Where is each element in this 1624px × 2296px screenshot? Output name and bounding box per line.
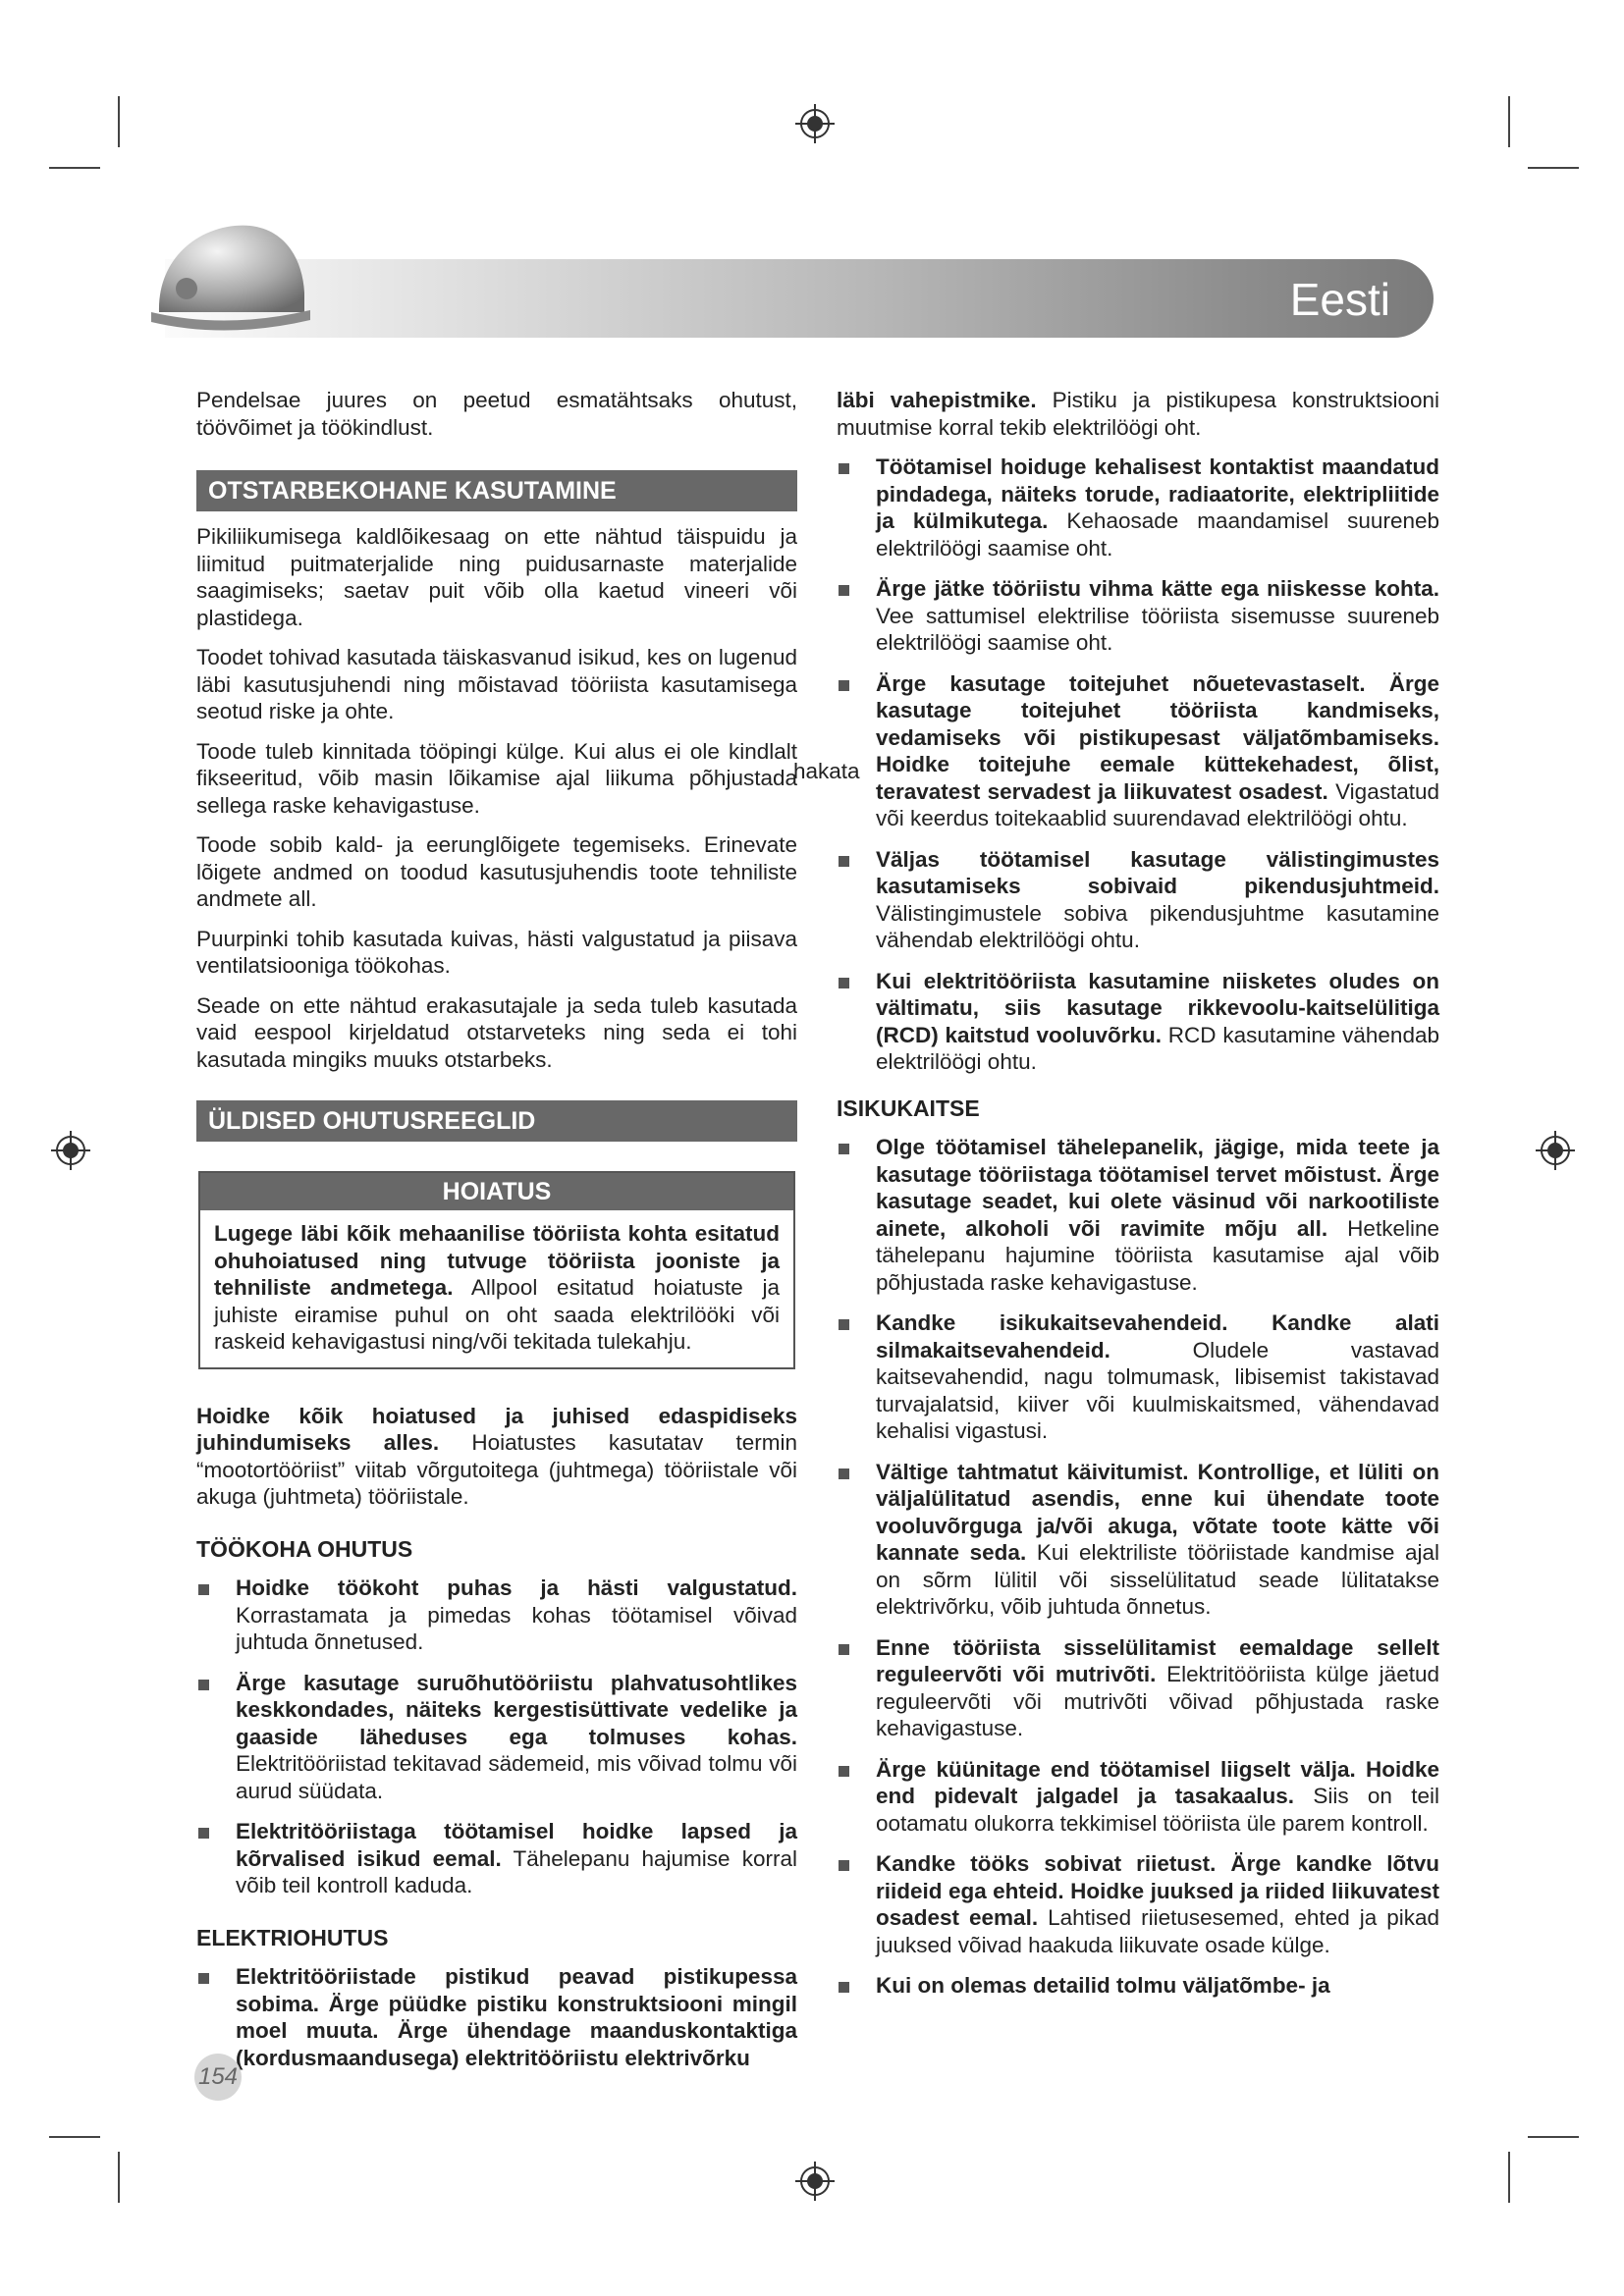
- electric-list: [196, 1963, 797, 2071]
- continued-text: [837, 387, 1439, 441]
- personal-list: [837, 1134, 1439, 2000]
- right-column: [837, 387, 1439, 2013]
- item-bold-text: Hoidke töökoht puhas ja hästi valgustatud.: [236, 1575, 797, 1600]
- item-bold-text: Elektritööriistaga töötamisel hoidke lapsed ja kõrvalised isikud eemal.: [236, 1819, 797, 1871]
- item-text: Hetkeline tähelepanu hajumine tööriista kasutamise ajal võib põhjustada raske kehavigastuse.: [876, 1215, 1439, 1295]
- registration-mark-icon: [793, 102, 837, 145]
- list-item: [837, 1634, 1439, 1742]
- bullet-icon: [839, 1319, 849, 1330]
- crop-mark: [1528, 2136, 1579, 2138]
- list-item: [837, 846, 1439, 954]
- item-bold-text: Ärge kasutage suruõhutööriistu plahvatusohtlikes keskkondades, näiteks kergestisüttivate vedelike ja gaaside läheduses ega tolmuses kohas.: [236, 1670, 797, 1749]
- item-bold-text: Väljas töötamisel kasutage välistingimustes kasutamiseks sobivaid pikendusjuhtmeid.: [876, 846, 1439, 898]
- continued-bold-text: läbi vahepistmike.: [837, 388, 1037, 412]
- bullet-icon: [198, 1584, 209, 1595]
- bullet-icon: [839, 1982, 849, 1993]
- registration-mark-icon: [49, 1129, 92, 1172]
- bullet-icon: [839, 978, 849, 988]
- bullet-icon: [839, 1860, 849, 1871]
- bullet-icon: [839, 1468, 849, 1479]
- keep-text: Hoiatustes kasutatav termin “mootortööriist” viitab võrgutoitega (juhtmega) tööriistale või akuga (juhtmeta) tööriistale.: [196, 1430, 797, 1509]
- paragraph: Seade on ette nähtud erakasutajale ja seda tuleb kasutada vaid eespool kirjeldatud otstarveteks ning seda ei tohi kasutada mingiks muuks otstarbeks.: [196, 992, 797, 1072]
- item-text: Vigastatud või keerdus toitekaablid suurendavad elektrilöögi ohtu.: [876, 778, 1440, 830]
- item-bold-text: Vältige tahtmatut käivitumist. Kontrollige, et lüliti on väljalülitatud asendis, enne kui ühendate toote vooluvõrguga ja/või akuga, võtate toote kätte või kannate seda.: [876, 1459, 1439, 1565]
- list-item: [837, 1850, 1439, 1958]
- crop-mark: [1528, 167, 1579, 169]
- intro-text: Pendelsae juures on peetud esmatähtsaks ohutust, töövõimet ja töökindlust.: [196, 388, 797, 440]
- subsection-title-electric: ELEKTRIOHUTUS: [196, 1924, 389, 1950]
- item-text: Korrastamata ja pimedas kohas töötamisel võivad juhtuda õnnetused.: [236, 1602, 797, 1654]
- crop-mark: [118, 96, 120, 147]
- keep-instructions: [196, 1403, 797, 1511]
- item-text: Kui elektriliste tööriistade kandmise ajal on sõrm lülitil või sisselülitatud seade lülitatakse elektrivõrku, võib juhtuda õnnetus.: [876, 1540, 1440, 1619]
- paragraph: Toode sobib kald- ja eerunglõigete tegemiseks. Erinevate lõigete andmed on toodud kasutusjuhendis toote tehniliste andmete all.: [196, 832, 797, 911]
- item-bold-text: Elektritööriistade pistikud peavad pistikupessa sobima. Ärge püüdke pistiku konstruktsiooni mingil moel muuta. Ärge ühendage maanduskontaktiga (kordusmaandusega) elektritööriistu elektrivõrku: [236, 1964, 797, 2070]
- item-text: Välistingimustele sobiva pikendusjuhtme kasutamine vähendab elektrilöögi ohtu.: [876, 900, 1439, 952]
- subsection-title-personal: ISIKUKAITSE: [837, 1095, 980, 1121]
- list-item: [837, 575, 1439, 657]
- list-item: [837, 1134, 1439, 1296]
- list-item: [837, 670, 1439, 832]
- paragraph: Pikiliikumisega kaldlõikesaag on ette nähtud täispuidu ja liimitud puitmaterjalide ning puidusarnaste materjalide saagimiseks; saetav puit võib olla kaetud vineeri või plastidega.: [196, 524, 797, 630]
- item-bold-text: Olge töötamisel tähelepanelik, jägige, mida teete ja kasutage tööriistaga töötamisel tervet mõistust. Ärge kasutage seadet, kui olete väsinud või narkootiliste ainete, alkoholi või ravimite mõju all.: [876, 1135, 1439, 1241]
- continued-normal-text: Pistiku ja pistikupesa konstruktsiooni muutmise korral tekib elektrilöögi oht.: [837, 388, 1439, 440]
- list-item: [837, 1972, 1439, 2000]
- crop-mark: [1508, 96, 1510, 147]
- subsection-title-workplace: TÖÖKOHA OHUTUS: [196, 1535, 413, 1562]
- list-item: [837, 454, 1439, 561]
- item-text: Siis on teil ootamatu olukorra tekkimisel tööriista üle parem kontroll.: [876, 1784, 1439, 1836]
- bullet-icon: [839, 585, 849, 596]
- registration-mark-icon: [1534, 1129, 1577, 1172]
- bullet-icon: [839, 1144, 849, 1154]
- list-item: [196, 1575, 797, 1656]
- registration-mark-icon: [793, 2160, 837, 2203]
- bullet-icon: [839, 1766, 849, 1777]
- crop-mark: [1508, 2152, 1510, 2203]
- helmet-icon: [147, 214, 314, 342]
- electric-list-continued: [837, 454, 1439, 1076]
- warning-bold-text: Lugege läbi kõik mehaanilise tööriista kohta esitatud ohuhoiatused ning tutvuge tööriista jooniste ja tehniliste andmetega.: [214, 1221, 780, 1300]
- item-text: Vee sattumisel elektrilise tööriista sisemusse suureneb elektrilöögi saamise oht.: [876, 603, 1439, 655]
- bullet-icon: [839, 680, 849, 691]
- list-item: [196, 1963, 797, 2071]
- item-text: Lahtised riietusesemed, ehted ja pikad juuksed võivad haakuda liikuvate osade külge.: [876, 1905, 1439, 1957]
- item-bold-text: Kui elektritööriista kasutamine niisketes oludes on vältimatu, siis kasutage rikkevoolu-kaitselülitiga (RCD) kaitstud vooluvõrku.: [876, 968, 1439, 1047]
- list-item: [196, 1818, 797, 1899]
- item-text: Elektritööriista külge jäetud reguleervõti või mutrivõti võivad põhjustada raske kehavigastuse.: [876, 1662, 1439, 1740]
- bullet-icon: [198, 1828, 209, 1839]
- stray-word: hakata: [793, 759, 860, 783]
- bullet-icon: [839, 463, 849, 474]
- item-bold-text: Kandke tööks sobivat riietust. Ärge kandke lõtvu riideid ega ehteid. Hoidke juuksed ja riided liikuvatest osadest eemal.: [876, 1851, 1439, 1930]
- item-bold-text: Kandke isikukaitsevahendeid. Kandke alati silmakaitsevahendeid.: [876, 1310, 1439, 1362]
- left-column: [196, 387, 797, 2085]
- list-item: [837, 1756, 1439, 1838]
- item-bold-text: Ärge kasutage toitejuhet nõuetevastaselt. Ärge kasutage toitejuhet tööriista kandmiseks, vedamiseks või pistikupesast väljatõmbamiseks. Hoidke toitejuhe eemale küttekehadest, õlist, teravatest servadest ja liikuvatest osadest.: [876, 670, 1439, 804]
- warning-body: [200, 1210, 793, 1367]
- list-item: [837, 968, 1439, 1076]
- list-item: [837, 1459, 1439, 1621]
- paragraph: Puurpinki tohib kasutada kuivas, hästi valgustatud ja piisava ventilatsiooniga töökohas.: [196, 926, 797, 978]
- language-header-band: [165, 259, 1434, 338]
- list-item: [837, 1309, 1439, 1445]
- bullet-icon: [198, 1680, 209, 1690]
- warning-box: [198, 1171, 795, 1369]
- paragraph: Toode tuleb kinnitada tööpingi külge. Kui alus ei ole kindlalt fikseeritud, võib masin lõikamise ajal liikuma põhjustada sellega raske kehavigastuse.: [196, 738, 797, 818]
- section-title-intended-use: OTSTARBEKOHANE KASUTAMINE: [196, 470, 797, 511]
- bullet-icon: [839, 1644, 849, 1655]
- page-title: Eesti: [1289, 274, 1390, 325]
- item-bold-text: Töötamisel hoiduge kehalisest kontaktist maandatud pindadega, näiteks torude, radiaatorite, elektripliitide ja külmikutega.: [876, 454, 1439, 533]
- item-text: Oludele vastavad kaitsevahendid, nagu tolmumask, libisemist takistavad turvajalatsid, kiiver või kuulmiskaitsmed, vähendavad kehalisi vigastusi.: [876, 1337, 1439, 1443]
- item-bold-text: Kui on olemas detailid tolmu väljatõmbe- ja: [876, 1973, 1330, 1998]
- bullet-icon: [839, 856, 849, 867]
- crop-mark: [49, 167, 100, 169]
- item-bold-text: Ärge jätke tööriistu vihma kätte ega niiskesse kohta.: [876, 576, 1439, 601]
- section-title-general-safety: ÜLDISED OHUTUSREEGLID: [196, 1100, 797, 1142]
- paragraph: Toodet tohivad kasutada täiskasvanud isikud, kes on lugenud läbi kasutusjuhendi ning mõistavad tööriista kasutamisega seotud riske ja ohte.: [196, 645, 797, 723]
- item-text: Tähelepanu hajumise korral võib teil kontroll kaduda.: [236, 1845, 797, 1897]
- page-number: 154: [194, 2054, 242, 2101]
- crop-mark: [49, 2136, 100, 2138]
- crop-mark: [118, 2152, 120, 2203]
- item-text: RCD kasutamine vähendab elektrilöögi ohtu.: [876, 1022, 1439, 1074]
- keep-bold-text: Hoidke kõik hoiatused ja juhised edaspidiseks juhindumiseks alles.: [196, 1403, 797, 1455]
- bullet-icon: [198, 1973, 209, 1984]
- item-text: Kehaosade maandamisel suureneb elektrilöögi saamise oht.: [876, 508, 1439, 561]
- item-text: Elektritööriistad tekitavad sädemeid, mis võivad tolmu või aurud süüdata.: [236, 1751, 797, 1803]
- warning-title: HOIATUS: [200, 1173, 793, 1210]
- item-bold-text: Enne tööriista sisselülitamist eemaldage sellelt reguleervõti või mutrivõti.: [876, 1634, 1439, 1686]
- item-bold-text: Ärge küünitage end töötamisel liigselt välja. Hoidke end pidevalt jalgadel ja tasakaalus.: [876, 1756, 1439, 1808]
- workplace-list: [196, 1575, 797, 1899]
- warning-text: Allpool esitatud hoiatuste ja juhiste eiramise puhul on oht saada elektrilööki või raskeid kehavigastusi ning/või tekitada tulekahju.: [214, 1275, 780, 1354]
- list-item: [196, 1670, 797, 1805]
